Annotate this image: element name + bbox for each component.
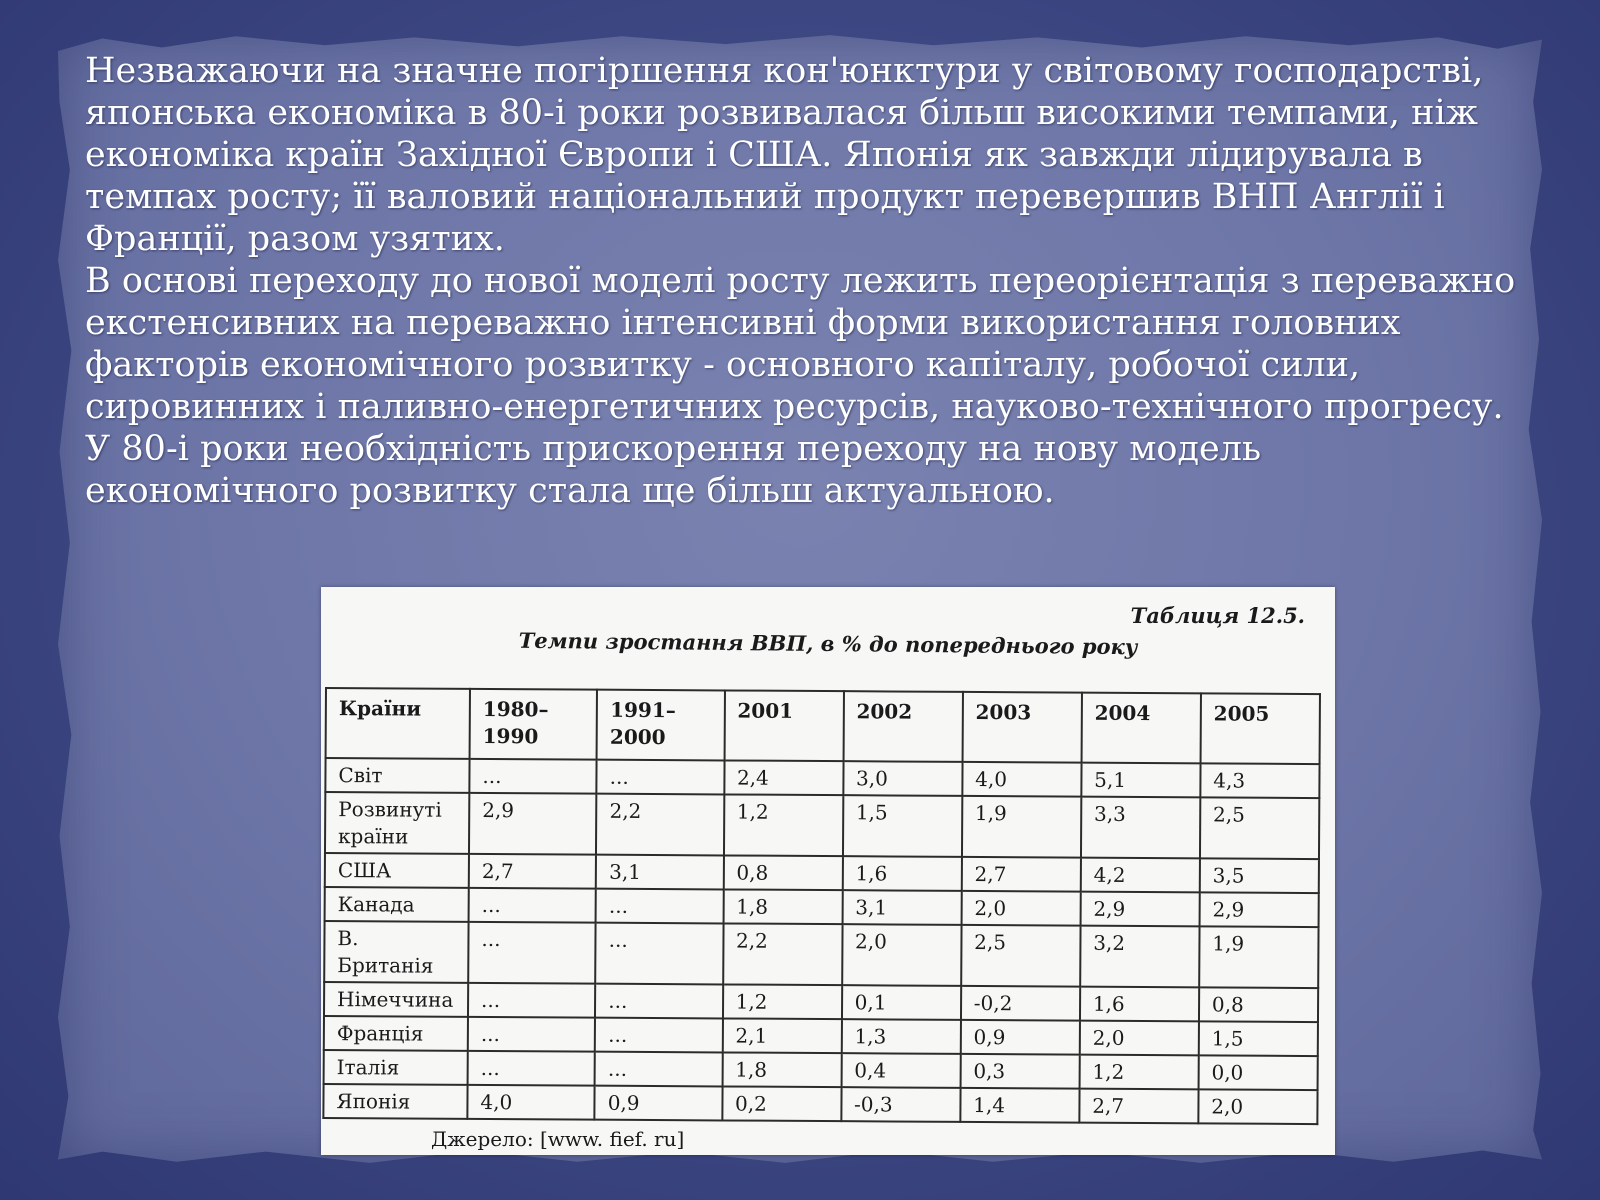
value-cell: 3,5 [1200,858,1319,893]
header-cell: 2005 [1200,693,1320,764]
gdp-table-scan [321,587,1335,1155]
value-cell: 3,1 [596,855,723,890]
value-cell: 4,2 [1081,858,1200,893]
value-cell: 2,2 [723,923,842,985]
country-cell: Франція [324,1016,468,1051]
header-cell: Країни [326,688,470,759]
value-cell: 4,3 [1200,763,1319,798]
value-cell: 0,9 [960,1020,1079,1055]
value-cell: ... [597,760,724,795]
value-cell: ... [595,984,722,1019]
value-cell: 2,0 [1198,1089,1317,1124]
value-cell: ... [468,983,595,1018]
slide-body-text [85,50,1525,512]
table-row [325,792,1319,859]
value-cell: 2,7 [1079,1089,1198,1124]
value-cell: 2,5 [961,925,1080,987]
value-cell: ... [596,889,723,924]
value-cell: 1,2 [723,984,842,1019]
country-cell: Італія [324,1050,468,1085]
value-cell: 0,8 [723,855,842,890]
header-cell: 2001 [724,690,844,761]
table-title: Темпи зростання ВВП, в % до попереднього року [518,627,1138,660]
header-cell: 1980–1990 [470,689,598,760]
country-cell: Канада [325,887,469,922]
value-cell: 1,9 [1199,926,1319,988]
country-cell: Світ [325,758,469,793]
value-cell: 1,2 [724,794,843,856]
value-cell: ... [469,888,596,923]
value-cell: 1,8 [722,1052,841,1087]
value-cell: 2,0 [842,924,961,986]
value-cell: 2,9 [469,793,597,855]
value-cell: 3,3 [1081,797,1200,859]
value-cell: 3,1 [842,890,961,925]
header-cell: 2002 [843,691,963,762]
value-cell: -0,3 [841,1087,960,1122]
paragraph-1: Незважаючи на значне погіршення кон'юнктури у світовому господарстві, японська економіка в 80-і роки розвивалася більш високими темпами, ніж економіка країн Західної Європи і США. Японія як завжди лідирувала в темпах росту; її валовий національний продукт перевершив ВНП Англії і Франції, разом узятих. [85,51,1484,259]
value-cell: 2,1 [722,1018,841,1053]
table-row [323,1084,1317,1124]
value-cell: 0,1 [842,985,961,1020]
value-cell: 0,2 [722,1086,841,1121]
value-cell: ... [595,1052,722,1087]
value-cell: 1,5 [843,795,962,857]
header-cell: 2004 [1081,693,1201,764]
value-cell: 2,4 [724,760,843,795]
paragraph-3: У 80-і роки необхідність прискорення переходу на нову модель економічного розвитку стала ще більш актуальною. [85,429,1262,511]
value-cell: 2,7 [961,857,1080,892]
value-cell: 1,9 [962,796,1081,858]
value-cell: 1,5 [1199,1021,1318,1056]
country-cell: США [325,853,469,888]
paragraph-2: В основі переходу до нової моделі росту лежить переорієнтація з переважно екстенсивних на переважно інтенсивні форми використання головних факторів економічного розвитку - основного капіталу, робочої сили, сировинних і паливно-енергетичних ресурсів, науково-технічного прогресу. [85,261,1516,427]
country-cell: Розвинуті країни [325,792,469,854]
table-header-row [326,688,1320,764]
country-cell: Японія [323,1084,467,1119]
value-cell: 2,5 [1200,797,1320,859]
value-cell: 3,0 [843,761,962,796]
value-cell: ... [595,1018,722,1053]
value-cell: 2,0 [961,891,1080,926]
value-cell: 0,9 [595,1086,722,1121]
value-cell: 2,2 [596,794,724,856]
value-cell: 4,0 [467,1085,594,1120]
value-cell: 2,0 [1080,1021,1199,1056]
gdp-growth-table [322,687,1321,1125]
value-cell: 2,7 [469,854,596,889]
value-cell: 2,9 [1199,892,1318,927]
value-cell: -0,2 [961,986,1080,1021]
value-cell: 1,6 [1080,987,1199,1022]
table-number: Таблиця 12.5. [1130,603,1305,628]
value-cell: 1,8 [723,889,842,924]
value-cell: 1,2 [1079,1055,1198,1090]
country-cell: В. Британія [324,921,468,983]
value-cell: 5,1 [1081,763,1200,798]
value-cell: ... [595,923,723,985]
value-cell: 0,0 [1198,1055,1317,1090]
value-cell: 0,4 [841,1053,960,1088]
value-cell: 4,0 [962,762,1081,797]
value-cell: 2,9 [1080,892,1199,927]
value-cell: 1,3 [841,1019,960,1054]
header-cell: 2003 [962,692,1082,763]
value-cell: 0,8 [1199,987,1318,1022]
value-cell: ... [468,1051,595,1086]
value-cell: ... [468,922,596,984]
value-cell: ... [468,1017,595,1052]
value-cell: 1,6 [842,856,961,891]
country-cell: Німеччина [324,982,468,1017]
header-cell: 1991–2000 [597,690,725,761]
table-body [323,758,1319,1124]
value-cell: ... [469,759,596,794]
table-source: Джерело: [www. fief. ru] [431,1127,685,1151]
value-cell: 3,2 [1080,926,1199,988]
value-cell: 1,4 [960,1088,1079,1123]
table-row [324,921,1318,988]
value-cell: 0,3 [960,1054,1079,1089]
